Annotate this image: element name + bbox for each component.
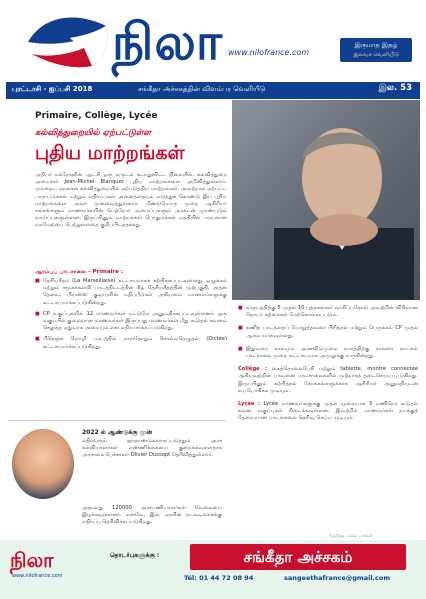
bullet-item: ■ கணித பாடத்தைப் பொறுத்தவரை பிரித்தல் மற்றும் பெருக்கல் CP முதல் ஆரம்பமாகவுள்ளது. [238,325,418,339]
continued-caption: (அடுத்த பக்கம் பார்க்க) [330,533,373,538]
bullet-item: ■ இதுவரை காலமும் அரசுவிடுமுறை வாரத்திற்கு நாலரை நாட்கள் பாடசாலை முறை கட்டாயமாக அமுலுக்கு வருகின்றது. [238,346,418,360]
bullet-item: ■ பிரெஞ்சு மொழி பாடத்தில் நாள்தோறும் சொல்வதெழுதல் (Dictée) கட்டாயமாக்கப்படுகிறது. [35,336,227,350]
masthead-url[interactable]: www.nilofrance.com [228,48,310,57]
footer-email[interactable]: sangeethafrance@gmail.com [284,574,391,582]
article-kicker: Primaire, Collège, Lycée [35,111,158,121]
bullet-item: ■ தேசியகீதம் (La Marseillaise) கட்டாயமாகக் கற்பிக்கப்படவுள்ளது. ஒழுக்கம் மற்றும் சமூகக்கல்வி பாடத்திட்டத்தின் கீழ் தேசியகீதத்தின் முற்பகுதி, அதன் தேவை, பிரான்ஸ் குடியரசின் மதிப்பீடுகள் அகியவை மாணவர்களுக்கு கட்டாயமாக்கப்படுகின்றது. [35,278,227,307]
inset-paragraph-2: அதாவது 120000 அரசபணியாளர்கள் வேலையை இழக்கவுள்ளனர். எனவே, இவ் அரசின் நடவடிக்கைக்கு எதிர்ப்பு தெரிவிக்கப்படுகிறது. [82,505,222,526]
college-label: Collège : [238,366,267,373]
article-sub-kicker: கல்வித்துறையில் ஏற்பட்டுள்ள [35,128,152,138]
footer-url[interactable]: www.nilofrance.com [12,573,63,579]
section-title-primaire: ஆரம்பப் பாடசாலை - Primaire : [35,269,123,275]
edition-free-label: இலவச வெளியீடு [353,52,399,58]
college-text: கைத்தொலைபேசி மற்றும் tablette, montre connectée ஆகியவற்றின் பாவனை பாடசாலைகளில் முற்றாகத் தடைசெய்யப்படுகிறது. இருப்பினும் கற்பித்தல் நோக்கங்களுக்காக ஆசிரியர் அனுமதியுடன் உபயோகிக்க முடியும். [238,366,419,394]
inset-heading: 2022 ல் ஆண்டுக்கு முன் [82,429,153,436]
lycee-text: Lycée மாணவர்களுக்கு முதல் முறையாக 3 மணிநேர கூடுதல் கவன வகுப்புகள் கிடைக்கவுள்ளன. இவற்றில் மாணவர்கள் தமக்குத் தேவையான பாடங்களை தெரிவு செய்ய முடியும். [238,401,419,422]
inset-box [8,420,226,538]
article-lead: அதிபர் மக்ரோனின் ஆட்சி ஒரு வருடம் கடந்துவிட்ட நிலையில், கல்வித்துறை அமைச்சர் Jean-Michel Blanquer புதிய மாற்றங்களை அறிவித்துள்ளார். முந்தைய அரசுகள் கல்வித்துறையில் ஏற்படுத்திய மாற்றங்கள், அவற்றால் ஏற்பட்ட பாராட்டுக்கள் மற்றும் எதிர்ப்புகள் அனைத்தையும் எடுத்துக் கொண்டு இப் புதிய மாற்றங்களை அவர் முன்வைத்துள்ளார். மீண்டுமொரு முறை ஆசிரியர் சங்கங்களும் மாணவர்களின் பெற்றோர் அமைப்புகளும் அரசுடன் முரண்படும் வாய்ப்புகளுள்ளன. இருப்பினும் மாற்றங்கள் பொதுமக்கள் மத்தியில் பரவலான வரவேற்பை பெற்றுள்ளதை குறிப்பிடத்தக்கது. [35,172,227,229]
masthead [0,0,426,82]
bullet-item: ■ வருடத்திற்கு 5 முதல் 10 புத்தகங்கள் வாசிப்பதோடு அவற்றின் விரிவான தொடர் கற்கைகள் மேற்கொள்ளப்படும். [238,305,418,319]
minister-photo [232,100,420,300]
issue-header-bar [6,82,420,99]
edition-badge [340,38,412,62]
footer-contact-label: தொடர்புகளுக்கு : [110,552,160,559]
lycee-paragraph [238,401,418,423]
footer-phone[interactable]: Tél: 01 44 72 08 94 [184,574,254,582]
issue-number: இல. 53 [378,83,412,93]
masthead-logo-text: நிலா [112,12,224,71]
inset-paragraph-1: எதிர்வரும் ஐந்தாண்டுகளாகப்படுத்தும் அரச கல்வியாளர்கள் எண்ணிக்கையை குறைக்கவுள்ளதாக அரசாங்க பேச்சாளர் Olivier Dussopt தெரிவித்துள்ளார். [82,438,222,459]
footer-logo-text: நிலா [10,548,54,572]
lycee-label: Lycée : [238,401,261,408]
footer-brand-banner: சங்கீதா அச்சகம் [190,544,406,570]
issue-date: புரட்டாசி - ஐப்பசி 2018 [12,85,93,93]
footer [0,540,426,599]
right-column [238,305,418,429]
primaire-bullet-list [35,278,227,355]
issue-tagline: சங்கீதா அச்சகத்தின் விளம்பர வெளியீடு [138,85,266,93]
article-headline: புதிய மாற்றங்கள் [35,142,185,164]
bullet-item: ■ CP வகுப்புகளில் 12 மாணவர்கள் மட்டுமே அனுமதிக்கப்படவுள்ளனர். ஒரு வகுப்பில் குறைவான மாணவர்கள் இருப்பது மாணவர்கள் மீது கூடுதல் கவனம் செலுத்த ஏதுவாக அமையும் என எதிர்பார்க்கப்படுகிறது. [35,311,227,333]
spokesperson-photo [12,429,74,499]
edition-frequency: இருமாத இதழ் [354,41,398,49]
college-paragraph [238,366,418,395]
portrait-illustration [232,100,420,300]
